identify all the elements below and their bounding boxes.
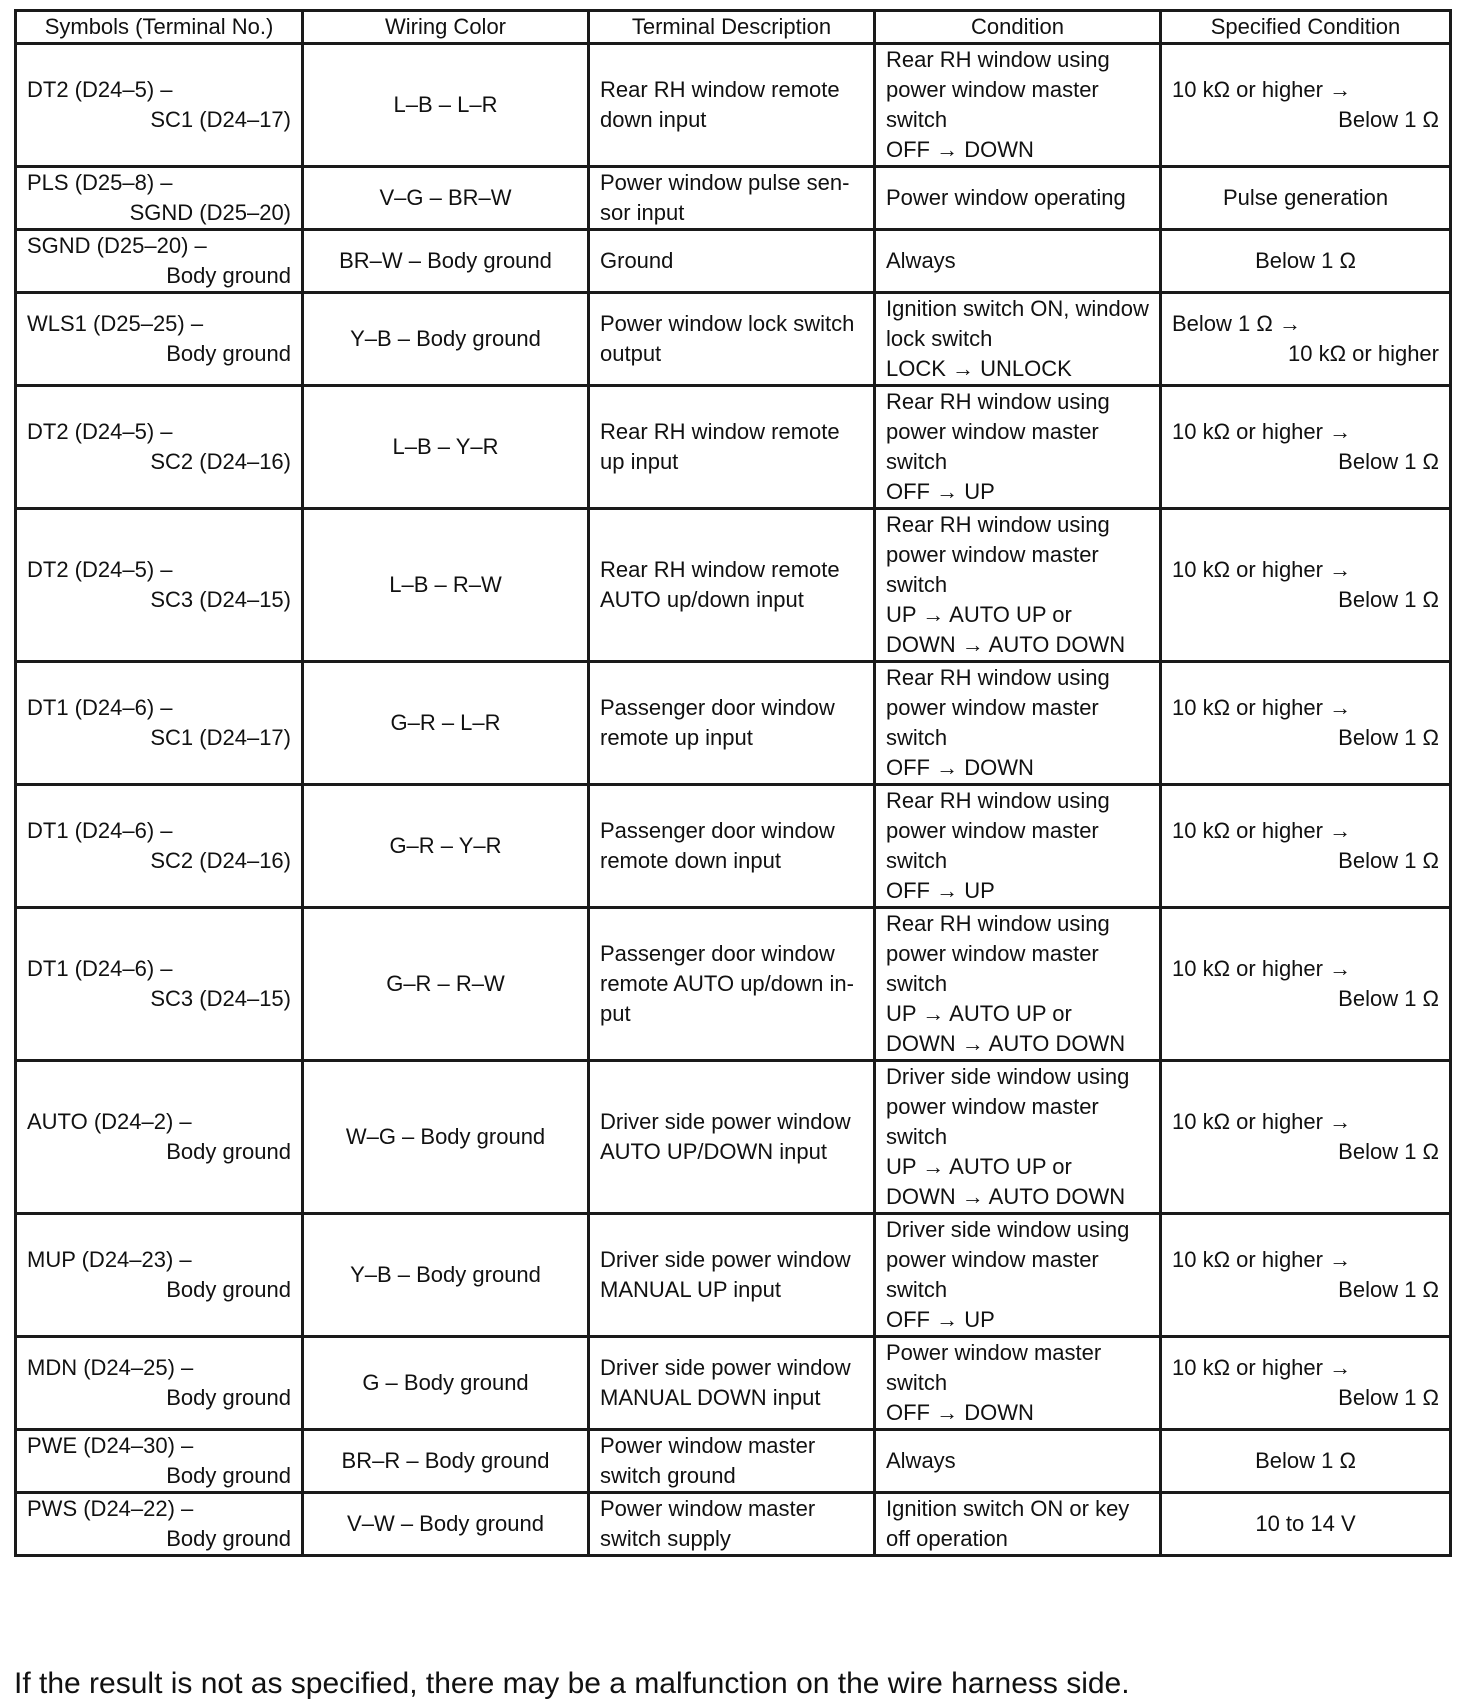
specified-line: 10 kΩ or higher → bbox=[1172, 1109, 1352, 1134]
condition-line: switch bbox=[886, 1277, 948, 1302]
symbol-line: AUTO (D24–2) – bbox=[27, 1109, 192, 1134]
cell-terminal-description bbox=[589, 1061, 875, 1214]
description-line: MANUAL DOWN input bbox=[600, 1385, 821, 1410]
symbol-line: PWE (D24–30) – bbox=[27, 1433, 194, 1458]
cell-specified-condition bbox=[1161, 509, 1451, 662]
cell-condition bbox=[875, 662, 1161, 785]
description-line: Driver side power window bbox=[600, 1109, 851, 1134]
symbol-line: Body ground bbox=[166, 341, 291, 366]
description-line: Passenger door window bbox=[600, 695, 835, 720]
cell-terminal-description bbox=[589, 1214, 875, 1337]
condition-line: power window master bbox=[886, 818, 1099, 843]
specified-line: Below 1 Ω bbox=[1338, 725, 1439, 750]
condition-line: switch bbox=[886, 1124, 948, 1149]
condition-line: UP → AUTO UP or bbox=[886, 602, 1072, 627]
cell-symbol bbox=[16, 1214, 303, 1337]
specified-line: 10 kΩ or higher → bbox=[1172, 77, 1352, 102]
description-line: Driver side power window bbox=[600, 1355, 851, 1380]
cell-symbol bbox=[16, 1430, 303, 1493]
condition-line: switch bbox=[886, 848, 948, 873]
symbol-line: PLS (D25–8) – bbox=[27, 170, 173, 195]
condition-line: UP → AUTO UP or bbox=[886, 1154, 1072, 1179]
symbol-line: MDN (D24–25) – bbox=[27, 1355, 194, 1380]
condition-line: power window master bbox=[886, 419, 1099, 444]
condition-line: Rear RH window using bbox=[886, 665, 1110, 690]
description-line: remote AUTO up/down in- bbox=[600, 971, 854, 996]
condition-line: OFF → UP bbox=[886, 479, 995, 504]
cell-wiring-color: V–W – Body ground bbox=[303, 1493, 589, 1556]
symbol-line: SC3 (D24–15) bbox=[150, 986, 291, 1011]
description-line: down input bbox=[600, 107, 707, 132]
cell-terminal-description bbox=[589, 44, 875, 167]
table-row bbox=[16, 44, 1451, 167]
symbol-line: SGND (D25–20) – bbox=[27, 233, 207, 258]
cell-wiring-color: G–R – R–W bbox=[303, 908, 589, 1061]
description-line: Rear RH window remote bbox=[600, 557, 840, 582]
table-row bbox=[16, 167, 1451, 230]
description-line: Passenger door window bbox=[600, 941, 835, 966]
description-line: put bbox=[600, 1001, 631, 1026]
cell-specified-condition bbox=[1161, 908, 1451, 1061]
symbol-line: Body ground bbox=[166, 1526, 291, 1551]
cell-specified-condition bbox=[1161, 1337, 1451, 1430]
condition-line: switch bbox=[886, 449, 948, 474]
specified-line: 10 kΩ or higher → bbox=[1172, 419, 1352, 444]
header-condition: Condition bbox=[875, 11, 1161, 44]
symbol-line: Body ground bbox=[166, 263, 291, 288]
cell-specified-condition bbox=[1161, 1430, 1451, 1493]
cell-wiring-color: G–R – L–R bbox=[303, 662, 589, 785]
condition-line: lock switch bbox=[886, 326, 993, 351]
cell-wiring-color: L–B – R–W bbox=[303, 509, 589, 662]
cell-condition bbox=[875, 908, 1161, 1061]
terminal-inspection-table-container bbox=[14, 9, 1449, 1557]
cell-symbol bbox=[16, 44, 303, 167]
cell-condition bbox=[875, 785, 1161, 908]
description-line: Rear RH window remote bbox=[600, 419, 840, 444]
symbol-line: SC2 (D24–16) bbox=[150, 449, 291, 474]
condition-line: LOCK → UNLOCK bbox=[886, 356, 1072, 381]
condition-line: OFF → DOWN bbox=[886, 1400, 1034, 1425]
condition-line: DOWN → AUTO DOWN bbox=[886, 632, 1126, 657]
specified-line: 10 kΩ or higher → bbox=[1172, 1355, 1352, 1380]
condition-line: Driver side window using bbox=[886, 1064, 1130, 1089]
header-wiring-color: Wiring Color bbox=[303, 11, 589, 44]
description-line: Power window lock switch bbox=[600, 311, 855, 336]
table-row bbox=[16, 662, 1451, 785]
cell-wiring-color: BR–R – Body ground bbox=[303, 1430, 589, 1493]
table-row bbox=[16, 908, 1451, 1061]
condition-line: power window master bbox=[886, 941, 1099, 966]
description-line: remote down input bbox=[600, 848, 781, 873]
table-row bbox=[16, 1493, 1451, 1556]
description-line: Power window pulse sen- bbox=[600, 170, 850, 195]
specified-line: Below 1 Ω bbox=[1255, 248, 1356, 273]
cell-condition bbox=[875, 44, 1161, 167]
specified-line: Below 1 Ω bbox=[1338, 587, 1439, 612]
description-line: Driver side power window bbox=[600, 1247, 851, 1272]
cell-wiring-color: BR–W – Body ground bbox=[303, 230, 589, 293]
cell-condition bbox=[875, 167, 1161, 230]
cell-symbol bbox=[16, 1337, 303, 1430]
description-line: Passenger door window bbox=[600, 818, 835, 843]
footnote: If the result is not as specified, there may be a malfunction on the wire harness side. bbox=[14, 1667, 1130, 1700]
cell-terminal-description bbox=[589, 662, 875, 785]
symbol-line: Body ground bbox=[166, 1385, 291, 1410]
symbol-line: SC3 (D24–15) bbox=[150, 587, 291, 612]
condition-line: switch bbox=[886, 107, 948, 132]
condition-line: switch bbox=[886, 1370, 948, 1395]
symbol-line: DT2 (D24–5) – bbox=[27, 77, 173, 102]
specified-line: Below 1 Ω bbox=[1338, 449, 1439, 474]
condition-line: Always bbox=[886, 1448, 956, 1473]
description-line: switch ground bbox=[600, 1463, 736, 1488]
cell-specified-condition bbox=[1161, 1493, 1451, 1556]
specified-line: Pulse generation bbox=[1222, 185, 1389, 210]
symbol-line: Body ground bbox=[166, 1139, 291, 1164]
symbol-line: SGND (D25–20) bbox=[129, 200, 291, 225]
cell-terminal-description bbox=[589, 509, 875, 662]
cell-terminal-description bbox=[589, 1430, 875, 1493]
table-header-row bbox=[16, 11, 1451, 44]
symbol-line: SC2 (D24–16) bbox=[150, 848, 291, 873]
symbol-line: DT1 (D24–6) – bbox=[27, 695, 173, 720]
condition-line: Rear RH window using bbox=[886, 512, 1110, 537]
cell-condition bbox=[875, 1493, 1161, 1556]
cell-condition bbox=[875, 1214, 1161, 1337]
condition-line: OFF → DOWN bbox=[886, 137, 1034, 162]
cell-symbol bbox=[16, 386, 303, 509]
condition-line: Rear RH window using bbox=[886, 389, 1110, 414]
cell-specified-condition bbox=[1161, 662, 1451, 785]
terminal-inspection-table bbox=[14, 9, 1452, 1557]
cell-specified-condition bbox=[1161, 167, 1451, 230]
symbol-line: WLS1 (D25–25) – bbox=[27, 311, 204, 336]
specified-line: Below 1 Ω bbox=[1338, 107, 1439, 132]
specified-line: 10 to 14 V bbox=[1255, 1511, 1356, 1536]
cell-symbol bbox=[16, 293, 303, 386]
cell-condition bbox=[875, 1061, 1161, 1214]
table-row bbox=[16, 1337, 1451, 1430]
condition-line: Rear RH window using bbox=[886, 911, 1110, 936]
cell-wiring-color: Y–B – Body ground bbox=[303, 1214, 589, 1337]
cell-condition bbox=[875, 230, 1161, 293]
cell-symbol bbox=[16, 167, 303, 230]
cell-condition bbox=[875, 1430, 1161, 1493]
symbol-line: Body ground bbox=[166, 1277, 291, 1302]
specified-line: 10 kΩ or higher → bbox=[1172, 1247, 1352, 1272]
symbol-line: PWS (D24–22) – bbox=[27, 1496, 194, 1521]
specified-line: 10 kΩ or higher bbox=[1288, 341, 1439, 366]
description-line: AUTO UP/DOWN input bbox=[600, 1139, 827, 1164]
cell-specified-condition bbox=[1161, 230, 1451, 293]
condition-line: DOWN → AUTO DOWN bbox=[886, 1031, 1126, 1056]
cell-wiring-color: W–G – Body ground bbox=[303, 1061, 589, 1214]
specified-line: Below 1 Ω → bbox=[1172, 311, 1301, 336]
cell-terminal-description bbox=[589, 785, 875, 908]
cell-wiring-color: L–B – L–R bbox=[303, 44, 589, 167]
cell-terminal-description bbox=[589, 230, 875, 293]
condition-line: power window master bbox=[886, 542, 1099, 567]
specified-line: 10 kΩ or higher → bbox=[1172, 818, 1352, 843]
cell-specified-condition bbox=[1161, 293, 1451, 386]
cell-terminal-description bbox=[589, 1337, 875, 1430]
cell-terminal-description bbox=[589, 386, 875, 509]
cell-specified-condition bbox=[1161, 785, 1451, 908]
symbol-line: DT2 (D24–5) – bbox=[27, 557, 173, 582]
condition-line: power window master bbox=[886, 77, 1099, 102]
condition-line: DOWN → AUTO DOWN bbox=[886, 1184, 1126, 1209]
condition-line: Power window master bbox=[886, 1340, 1102, 1365]
cell-symbol bbox=[16, 509, 303, 662]
specified-line: Below 1 Ω bbox=[1338, 848, 1439, 873]
cell-condition bbox=[875, 509, 1161, 662]
table-row bbox=[16, 1430, 1451, 1493]
condition-line: switch bbox=[886, 725, 948, 750]
symbol-line: DT2 (D24–5) – bbox=[27, 419, 173, 444]
description-line: Rear RH window remote bbox=[600, 77, 840, 102]
cell-condition bbox=[875, 293, 1161, 386]
description-line: output bbox=[600, 341, 662, 366]
cell-specified-condition bbox=[1161, 44, 1451, 167]
cell-condition bbox=[875, 386, 1161, 509]
table-row bbox=[16, 785, 1451, 908]
cell-terminal-description bbox=[589, 167, 875, 230]
condition-line: Driver side window using bbox=[886, 1217, 1130, 1242]
specified-line: Below 1 Ω bbox=[1338, 1139, 1439, 1164]
cell-symbol bbox=[16, 230, 303, 293]
table-row bbox=[16, 230, 1451, 293]
cell-terminal-description bbox=[589, 1493, 875, 1556]
symbol-line: Body ground bbox=[166, 1463, 291, 1488]
condition-line: power window master bbox=[886, 1247, 1099, 1272]
symbol-line: SC1 (D24–17) bbox=[150, 107, 291, 132]
condition-line: Power window operating bbox=[886, 185, 1126, 210]
table-row bbox=[16, 509, 1451, 662]
cell-wiring-color: G – Body ground bbox=[303, 1337, 589, 1430]
description-line: switch supply bbox=[600, 1526, 731, 1551]
cell-wiring-color: L–B – Y–R bbox=[303, 386, 589, 509]
cell-symbol bbox=[16, 908, 303, 1061]
table-row bbox=[16, 293, 1451, 386]
specified-line: Below 1 Ω bbox=[1338, 986, 1439, 1011]
specified-line: 10 kΩ or higher → bbox=[1172, 557, 1352, 582]
cell-terminal-description bbox=[589, 908, 875, 1061]
condition-line: Rear RH window using bbox=[886, 47, 1110, 72]
header-symbols: Symbols (Terminal No.) bbox=[16, 11, 303, 44]
symbol-line: DT1 (D24–6) – bbox=[27, 818, 173, 843]
specified-line: 10 kΩ or higher → bbox=[1172, 956, 1352, 981]
description-line: Power window master bbox=[600, 1496, 816, 1521]
header-specified-condition: Specified Condition bbox=[1161, 11, 1451, 44]
condition-line: switch bbox=[886, 572, 948, 597]
condition-line: UP → AUTO UP or bbox=[886, 1001, 1072, 1026]
condition-line: Rear RH window using bbox=[886, 788, 1110, 813]
condition-line: Ignition switch ON or key bbox=[886, 1496, 1130, 1521]
table-row bbox=[16, 1214, 1451, 1337]
specified-line: 10 kΩ or higher → bbox=[1172, 695, 1352, 720]
description-line: sor input bbox=[600, 200, 685, 225]
condition-line: OFF → UP bbox=[886, 1307, 995, 1332]
condition-line: OFF → UP bbox=[886, 878, 995, 903]
description-line: up input bbox=[600, 449, 679, 474]
table-row bbox=[16, 386, 1451, 509]
description-line: AUTO up/down input bbox=[600, 587, 804, 612]
specified-line: Below 1 Ω bbox=[1255, 1448, 1356, 1473]
cell-specified-condition bbox=[1161, 1214, 1451, 1337]
condition-line: Ignition switch ON, window bbox=[886, 296, 1149, 321]
description-line: MANUAL UP input bbox=[600, 1277, 781, 1302]
symbol-line: MUP (D24–23) – bbox=[27, 1247, 192, 1272]
symbol-line: SC1 (D24–17) bbox=[150, 725, 291, 750]
condition-line: off operation bbox=[886, 1526, 1008, 1551]
cell-specified-condition bbox=[1161, 1061, 1451, 1214]
cell-specified-condition bbox=[1161, 386, 1451, 509]
cell-wiring-color: V–G – BR–W bbox=[303, 167, 589, 230]
condition-line: OFF → DOWN bbox=[886, 755, 1034, 780]
cell-symbol bbox=[16, 1061, 303, 1214]
cell-symbol bbox=[16, 785, 303, 908]
condition-line: power window master bbox=[886, 1094, 1099, 1119]
condition-line: Always bbox=[886, 248, 956, 273]
cell-terminal-description bbox=[589, 293, 875, 386]
description-line: Power window master bbox=[600, 1433, 816, 1458]
specified-line: Below 1 Ω bbox=[1338, 1277, 1439, 1302]
description-line: Ground bbox=[600, 248, 674, 273]
cell-wiring-color: G–R – Y–R bbox=[303, 785, 589, 908]
cell-symbol bbox=[16, 1493, 303, 1556]
condition-line: power window master bbox=[886, 695, 1099, 720]
condition-line: switch bbox=[886, 971, 948, 996]
cell-wiring-color: Y–B – Body ground bbox=[303, 293, 589, 386]
description-line: remote up input bbox=[600, 725, 753, 750]
symbol-line: DT1 (D24–6) – bbox=[27, 956, 173, 981]
cell-condition bbox=[875, 1337, 1161, 1430]
header-terminal-description: Terminal Description bbox=[589, 11, 875, 44]
table-body bbox=[16, 44, 1451, 1556]
table-row bbox=[16, 1061, 1451, 1214]
cell-symbol bbox=[16, 662, 303, 785]
specified-line: Below 1 Ω bbox=[1338, 1385, 1439, 1410]
